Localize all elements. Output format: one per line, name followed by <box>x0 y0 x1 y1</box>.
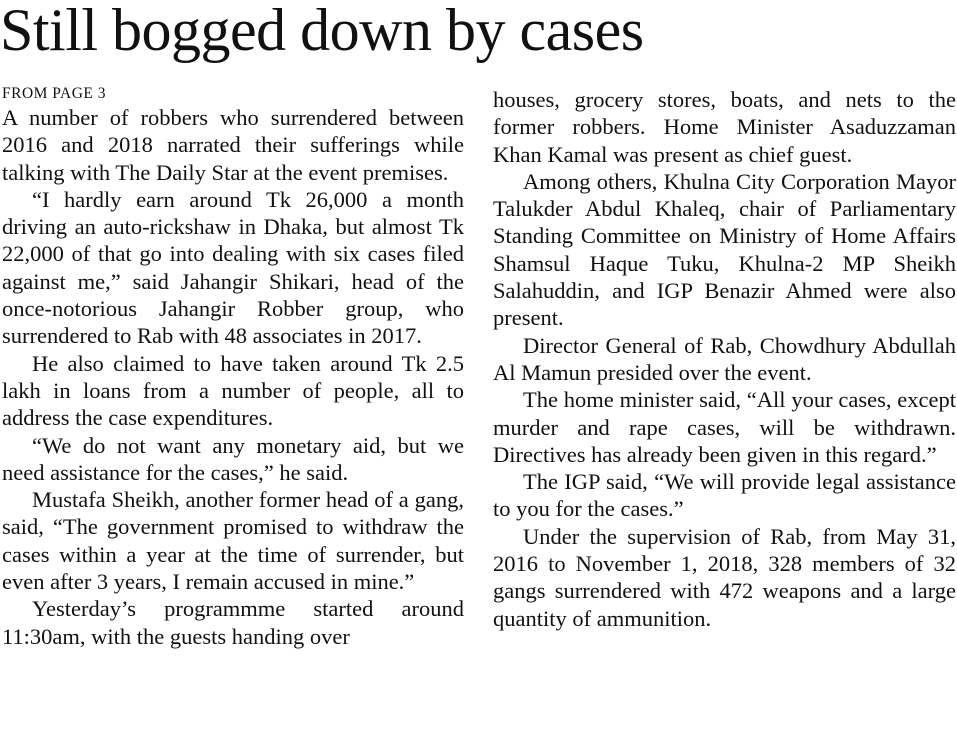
paragraph: Mustafa Sheikh, another former head of a gang, said, “The government promised to withdraw the cases within a year at the time of surrender, but even after 3 years, I remain accused in mine.” <box>2 487 464 595</box>
paragraph: “We do not want any monetary aid, but we need assistance for the cases,” he said. <box>2 432 464 485</box>
from-page-label: FROM PAGE 3 <box>2 85 106 102</box>
paragraph: The home minister said, “All your cases, except murder and rape cases, will be withdrawn. Directives has already been given in this regard.” <box>493 387 956 467</box>
paragraph: Director General of Rab, Chowdhury Abdullah Al Mamun presided over the event. <box>493 332 956 385</box>
paragraph: The IGP said, “We will provide legal assistance to you for the cases.” <box>493 469 956 522</box>
paragraph: Yesterday’s programmme started around 11:30am, with the guests handing over <box>2 596 464 649</box>
paragraph: A number of robbers who surrendered between 2016 and 2018 narrated their sufferings while talking with The Daily Star at the event premises. <box>2 105 464 185</box>
paragraph: He also claimed to have taken around Tk 2.5 lakh in loans from a number of people, all to address the case expenditures. <box>2 350 464 431</box>
headline: Still bogged down by cases <box>0 0 644 63</box>
paragraph: houses, grocery stores, boats, and nets to the former robbers. Home Minister Asaduzzaman Khan Kamal was present as chief guest. <box>493 87 956 167</box>
paragraph: “I hardly earn around Tk 26,000 a month driving an auto-rickshaw in Dhaka, but almost Tk 22,000 of that go into dealing with six cases filed against me,” said Jahangir Shikari, head of the once-notorious Jahangir Robber group, who surrendered to Rab with 48 associates in 2017. <box>2 186 464 349</box>
article-column-right <box>493 86 956 632</box>
article-column-left <box>2 84 464 650</box>
paragraph: Under the supervision of Rab, from May 31, 2016 to November 1, 2018, 328 members of 32 gangs surrendered with 472 weapons and a large quantity of ammunition. <box>493 523 956 631</box>
paragraph: Among others, Khulna City Corporation Mayor Talukder Abdul Khaleq, chair of Parliamentary Standing Committee on Ministry of Home Affairs Shamsul Haque Tuku, Khulna-2 MP Sheikh Salahuddin, and IGP Benazir Ahmed were also present. <box>493 168 956 331</box>
